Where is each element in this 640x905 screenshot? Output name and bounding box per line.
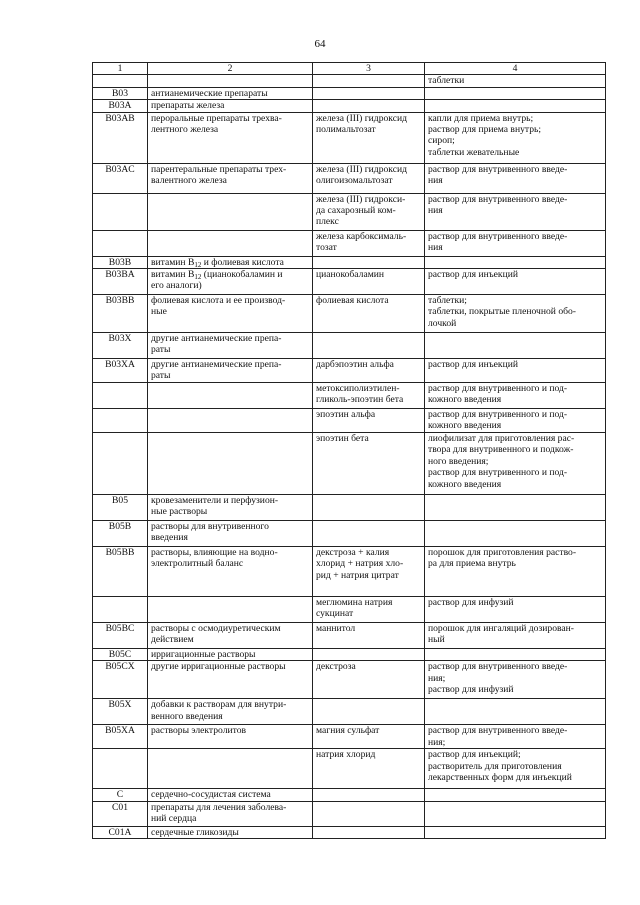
dosage-form-cell [425, 256, 606, 268]
drug-name-cell [313, 256, 425, 268]
drug-name-cell [313, 801, 425, 826]
atc-group-cell [148, 269, 313, 295]
atc-group-cell: добавки к растворам для внутри- венного введения [148, 699, 313, 725]
atc-code-cell: B03BA [93, 269, 148, 295]
dosage-form-cell: раствор для внутривенного введе- ния [425, 230, 606, 256]
atc-group-cell [148, 75, 313, 87]
drug-name-cell: эпоэтин альфа [313, 409, 425, 433]
atc-group-cell: растворы с осмодиуретическим действием [148, 623, 313, 649]
table-row [93, 597, 606, 623]
table-row [93, 699, 606, 725]
atc-code-cell: B05XA [93, 725, 148, 749]
atc-group-cell: сердечно-сосудистая система [148, 789, 313, 801]
page-number: 64 [314, 38, 326, 50]
atc-group-cell [148, 256, 313, 268]
atc-code-cell: B03A [93, 100, 148, 112]
atc-group-cell [148, 230, 313, 256]
dosage-form-cell [425, 495, 606, 521]
dosage-form-cell: таблетки; таблетки, покрытые пленочной обо- лочкой [425, 295, 606, 333]
table-row [93, 193, 606, 230]
table-row [93, 295, 606, 333]
drug-name-cell: натрия хлорид [313, 749, 425, 789]
atc-code-cell: B03BB [93, 295, 148, 333]
atc-group-cell: другие антианемические препа- раты [148, 359, 313, 383]
atc-group-cell: препараты железа [148, 100, 313, 112]
drug-name-cell: железа карбоксималь- тозат [313, 230, 425, 256]
dosage-form-cell: капли для приема внутрь; раствор для приема внутрь; сироп; таблетки жевательные [425, 112, 606, 163]
dosage-form-cell: раствор для внутривенного и под- кожного введения [425, 383, 606, 409]
subscript: 12 [194, 260, 202, 269]
drug-name-cell: железа (III) гидроксид полимальтозат [313, 112, 425, 163]
atc-group-cell: препараты для лечения заболева- ний сердца [148, 801, 313, 826]
dosage-form-cell [425, 826, 606, 838]
drug-name-cell [313, 100, 425, 112]
drug-name-cell: железа (III) гидрокси- да сахарозный ком- плекс [313, 193, 425, 230]
table-row [93, 547, 606, 597]
header-cell: 3 [313, 63, 425, 75]
drug-name-cell: фолиевая кислота [313, 295, 425, 333]
table-row [93, 87, 606, 99]
drug-classification-table [92, 62, 606, 839]
dosage-form-cell [425, 649, 606, 661]
drug-name-cell [313, 495, 425, 521]
dosage-form-cell: раствор для внутривенного введе- ния; [425, 725, 606, 749]
drug-name-cell: цианокобаламин [313, 269, 425, 295]
table-row [93, 433, 606, 495]
atc-code-cell: C [93, 789, 148, 801]
table-row [93, 409, 606, 433]
dosage-form-cell: лиофилизат для приготовления рас- твора для внутривенного и подкож- ного введения; раствор для внутривенного и под- кожного введения [425, 433, 606, 495]
table-row [93, 623, 606, 649]
drug-name-cell: декстроза + калия хлорид + натрия хло- рид + натрия цитрат [313, 547, 425, 597]
table-row [93, 163, 606, 193]
table-row [93, 359, 606, 383]
table-row [93, 112, 606, 163]
atc-group-cell: антианемические препараты [148, 87, 313, 99]
atc-group-cell: другие антианемические препа- раты [148, 333, 313, 359]
atc-code-cell [93, 193, 148, 230]
atc-code-cell [93, 230, 148, 256]
group-text: витамин B [151, 269, 195, 281]
dosage-form-cell: раствор для инъекций [425, 359, 606, 383]
atc-group-cell: парентеральные препараты трех- валентного железа [148, 163, 313, 193]
atc-group-cell [148, 433, 313, 495]
atc-code-cell [93, 597, 148, 623]
dosage-form-cell: раствор для внутривенного введе- ния [425, 163, 606, 193]
atc-code-cell [93, 433, 148, 495]
atc-group-cell: растворы для внутривенного введения [148, 521, 313, 547]
dosage-form-cell [425, 699, 606, 725]
table-header-row [93, 63, 606, 75]
table-row [93, 333, 606, 359]
atc-code-cell: B05X [93, 699, 148, 725]
atc-group-cell [148, 409, 313, 433]
atc-code-cell: B05BC [93, 623, 148, 649]
atc-code-cell: B03 [93, 87, 148, 99]
drug-name-cell: маннитол [313, 623, 425, 649]
drug-name-cell [313, 87, 425, 99]
atc-code-cell: B05BB [93, 547, 148, 597]
atc-code-cell: B05B [93, 521, 148, 547]
dosage-form-cell: раствор для внутривенного введе- ния [425, 193, 606, 230]
table-row [93, 521, 606, 547]
table-row [93, 749, 606, 789]
dosage-form-cell: раствор для внутривенного введе- ния; раствор для инфузий [425, 661, 606, 699]
atc-group-cell [148, 749, 313, 789]
dosage-form-cell: порошок для приготовления раство- ра для приема внутрь [425, 547, 606, 597]
dosage-form-cell: раствор для инфузий [425, 597, 606, 623]
dosage-form-cell [425, 100, 606, 112]
atc-code-cell: C01 [93, 801, 148, 826]
group-text: и фолиевая кислота [201, 256, 284, 268]
atc-code-cell: B05CX [93, 661, 148, 699]
atc-code-cell [93, 75, 148, 87]
atc-code-cell [93, 383, 148, 409]
atc-code-cell [93, 409, 148, 433]
dosage-form-cell [425, 521, 606, 547]
atc-group-cell: растворы электролитов [148, 725, 313, 749]
table-row [93, 269, 606, 295]
table-row [93, 801, 606, 826]
drug-name-cell [313, 789, 425, 801]
dosage-form-cell: раствор для внутривенного и под- кожного введения [425, 409, 606, 433]
atc-code-cell: B03X [93, 333, 148, 359]
drug-name-cell: дарбэпоэтин альфа [313, 359, 425, 383]
drug-name-cell [313, 649, 425, 661]
table-row [93, 649, 606, 661]
atc-code-cell [93, 749, 148, 789]
table-row [93, 75, 606, 87]
atc-group-cell: кровезаменители и перфузион- ные растворы [148, 495, 313, 521]
drug-name-cell: метоксиполиэтилен- гликоль-эпоэтин бета [313, 383, 425, 409]
atc-code-cell: B03AC [93, 163, 148, 193]
header-cell: 4 [425, 63, 606, 75]
atc-group-cell: пероральные препараты трехва- лентного железа [148, 112, 313, 163]
atc-group-cell: ирригационные растворы [148, 649, 313, 661]
atc-group-cell: растворы, влияющие на водно- электролитный баланс [148, 547, 313, 597]
dosage-form-cell: раствор для инъекций; растворитель для приготовления лекарственных форм для инъекций [425, 749, 606, 789]
drug-name-cell [313, 75, 425, 87]
atc-code-cell: B03B [93, 256, 148, 268]
header-cell: 2 [148, 63, 313, 75]
atc-group-cell: другие ирригационные растворы [148, 661, 313, 699]
atc-code-cell: B03AB [93, 112, 148, 163]
atc-group-cell [148, 383, 313, 409]
dosage-form-cell [425, 789, 606, 801]
drug-name-cell: железа (III) гидроксид олигоизомальтозат [313, 163, 425, 193]
drug-name-cell: декстроза [313, 661, 425, 699]
table-row [93, 661, 606, 699]
subscript: 12 [194, 273, 202, 282]
table-row [93, 495, 606, 521]
atc-code-cell: B05C [93, 649, 148, 661]
group-text: (цианокобаламин и его аналоги) [151, 269, 283, 292]
table-row [93, 230, 606, 256]
table-row [93, 383, 606, 409]
atc-group-cell [148, 597, 313, 623]
dosage-form-cell: порошок для ингаляций дозирован- ный [425, 623, 606, 649]
atc-code-cell: C01A [93, 826, 148, 838]
drug-name-cell: эпоэтин бета [313, 433, 425, 495]
drug-name-cell: меглюмина натрия сукцинат [313, 597, 425, 623]
table-row [93, 826, 606, 838]
table-row [93, 256, 606, 268]
header-cell: 1 [93, 63, 148, 75]
table-row [93, 725, 606, 749]
dosage-form-cell: таблетки [425, 75, 606, 87]
drug-name-cell [313, 699, 425, 725]
drug-name-cell [313, 826, 425, 838]
table-row [93, 100, 606, 112]
dosage-form-cell [425, 801, 606, 826]
atc-group-cell: фолиевая кислота и ее производ- ные [148, 295, 313, 333]
atc-group-cell [148, 193, 313, 230]
table-row [93, 789, 606, 801]
atc-code-cell: B03XA [93, 359, 148, 383]
group-text: витамин B [151, 256, 195, 268]
atc-code-cell: B05 [93, 495, 148, 521]
dosage-form-cell [425, 333, 606, 359]
drug-name-cell: магния сульфат [313, 725, 425, 749]
drug-name-cell [313, 333, 425, 359]
atc-group-cell: сердечные гликозиды [148, 826, 313, 838]
dosage-form-cell: раствор для инъекций [425, 269, 606, 295]
drug-name-cell [313, 521, 425, 547]
dosage-form-cell [425, 87, 606, 99]
